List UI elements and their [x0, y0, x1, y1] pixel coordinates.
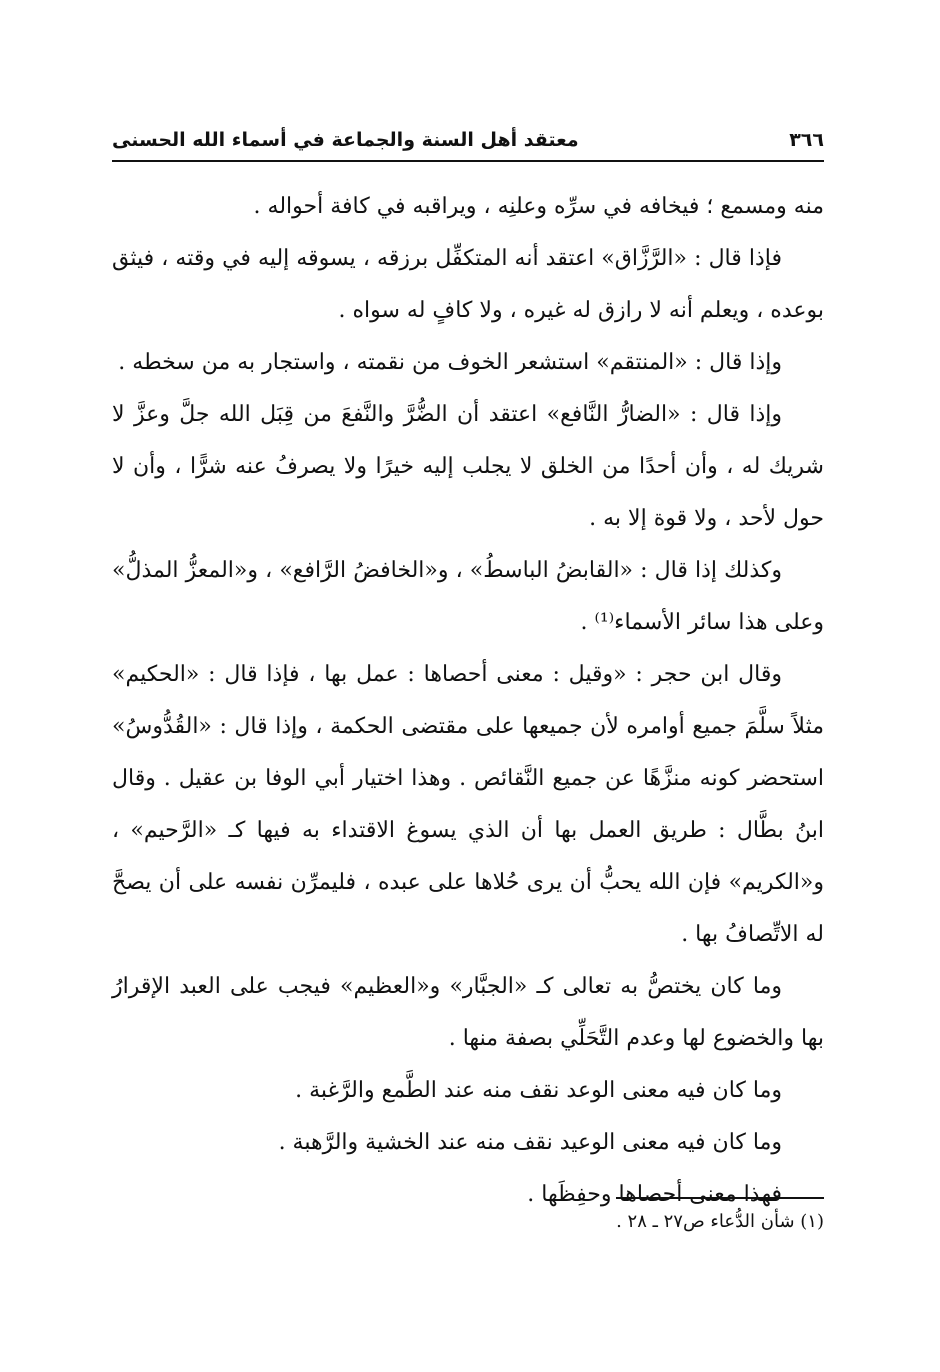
paragraph-10: فهذا معنى أحصاها وحفِظَها . — [527, 1182, 782, 1207]
page-header — [112, 122, 824, 158]
paragraph-2: فإذا قال : «الرَّزَّاق» اعتقد أنه المتكفِّل برزقه ، يسوقه إليه في وقته ، فيثق بوعده ، ويعلم أنه لا رازق له غيره ، ولا كافٍ له سواه . — [112, 246, 824, 323]
header-divider — [112, 160, 824, 162]
paragraph-8: وما كان فيه معنى الوعد نقف منه عند الطَّمع والرَّغبة . — [295, 1078, 782, 1103]
paragraph-4: وإذا قال : «الضارُّ النَّافع» اعتقد أن الضُّرَّ والنَّفعَ من قِبَل الله جلَّ وعزَّ لا شريك له ، وأن أحدًا من الخلق لا يجلب إليه خيرًا ولا يصرفُ عنه شرًّا ، وأن لا حول لأحد ، ولا قوة إلا به . — [112, 402, 824, 531]
paragraph-6: وقال ابن حجر : «وقيل : معنى أحصاها : عمل بها ، فإذا قال : «الحكيم» مثلاً سلَّمَ جميع أوامره لأن جميعها على مقتضى الحكمة ، وإذا قال : «القُدُّوسُ» استحضر كونه منزَّهًا عن جميع النَّقائص . وهذا اختيار أبي الوفا بن عقيل . وقال ابنُ بطَّال : طريق العمل بها أن الذي يسوغ الاقتداء به فيها كـ «الرَّحيم» ، و«الكريم» فإن الله يحبُّ أن يرى حُلاها على عبده ، فليمرِّن نفسه على أن يصحَّ له الاتِّصافُ بها . — [112, 662, 824, 947]
running-title: معتقد أهل السنة والجماعة في أسماء الله الحسنى — [112, 129, 579, 151]
paragraph-7: وما كان يختصُّ به تعالى كـ «الجبَّار» و«العظيم» فيجب على العبد الإقرارُ بها والخضوع لها وعدم التَّحَلِّي بصفة منها . — [112, 974, 824, 1051]
paragraph-5: وكذلك إذا قال : «القابضُ الباسطُ» ، و«الخافضُ الرَّافع» ، و«المعزُّ المذلُّ» وعلى هذا سائر الأسماء⁽¹⁾ . — [112, 558, 824, 635]
paragraph-3: وإذا قال : «المنتقم» استشعر الخوف من نقمته ، واستجار به من سخطه . — [118, 350, 782, 375]
paragraph-1: منه ومسمع ؛ فيخافه في سرِّه وعلنِه ، ويراقبه في كافة أحواله . — [253, 194, 824, 219]
footnote-divider — [616, 1197, 824, 1199]
page-number: ٣٦٦ — [789, 129, 824, 151]
footnote: (١) شأن الدُّعاء ص٢٧ ـ ٢٨ . — [616, 1211, 824, 1232]
main-text — [112, 181, 824, 1221]
paragraph-9: وما كان فيه معنى الوعيد نقف منه عند الخشية والرَّهبة . — [278, 1130, 782, 1155]
